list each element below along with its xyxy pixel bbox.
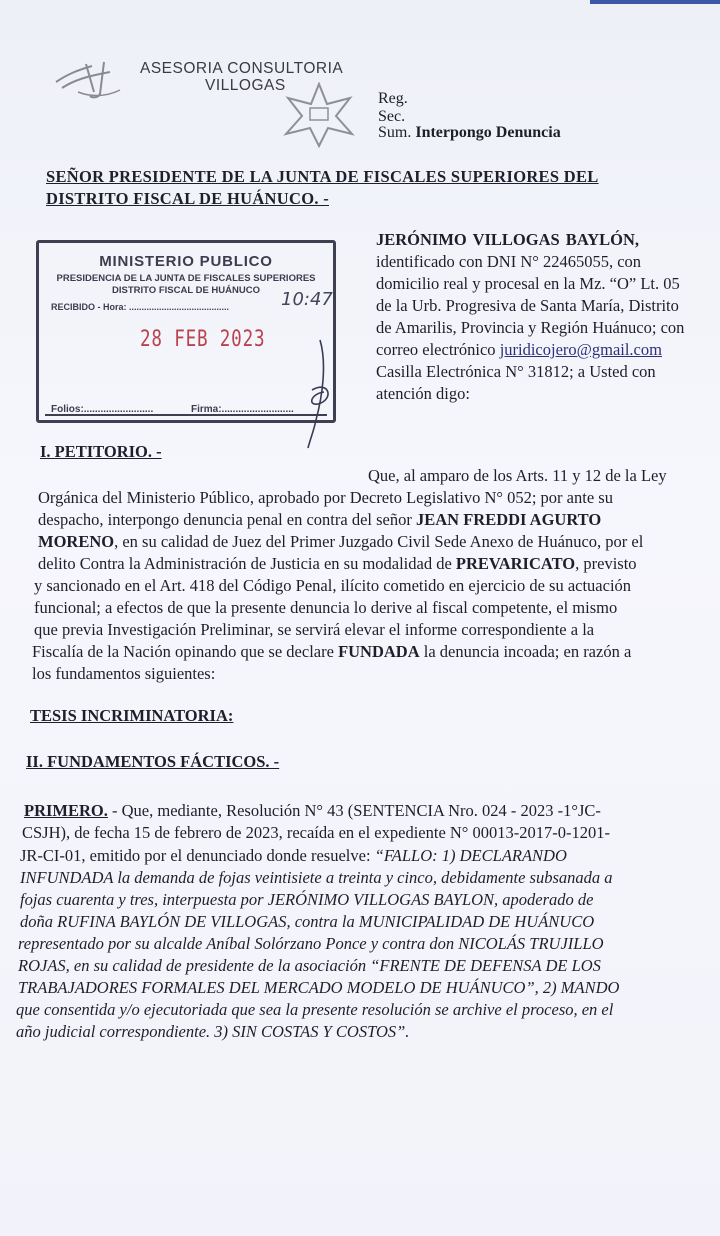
firm-name-line2: VILLOGAS [205, 77, 286, 94]
stamp-folios-label: Folios:......................... [51, 404, 154, 415]
primero-line-5: fojas cuarenta y tres, interpuesta por JERÓNIMO VILLOGAS BAYLON, apoderado de [20, 890, 594, 909]
summary-label: Sum. [378, 124, 412, 141]
email-prefix: correo electrónico [376, 340, 500, 359]
primero-line-3-text: JR-CI-01, emitido por el denunciado donde resuelve: [20, 846, 375, 865]
complainant-line-8: atención digo: [376, 384, 470, 403]
petitorio-line-9 [32, 641, 631, 663]
complainant-line-5: de Amarilis, Provincia y Región Huánuco; con [376, 318, 685, 337]
petitorio-line-5-text: delito Contra la Administración de Justicia en su modalidad de [38, 554, 456, 573]
petitorio-line-9-text: Fiscalía de la Nación opinando que se declare [32, 642, 339, 661]
petitorio-line-4 [38, 531, 643, 553]
petitorio-line-7: funcional; a efectos de que la presente denuncia lo derive al fiscal competente, el mismo [34, 598, 618, 617]
primero-line-2: CSJH), de fecha 15 de febrero de 2023, recaída en el expediente N° 00013-2017-0-1201- [22, 823, 611, 842]
addressee-line2: DISTRITO FISCAL DE HUÁNUCO. - [46, 189, 329, 208]
petitorio-line-5-end: , previsto [575, 554, 637, 573]
petitorio-line-9-end: la denuncia incoada; en razón a [419, 642, 632, 661]
firm-logo-icon [48, 52, 128, 102]
primero-line-9: TRABAJADORES FORMALES DEL MERCADO MODELO DE HUÁNUCO”, 2) MANDO [18, 978, 620, 997]
primero-label: PRIMERO. [24, 801, 108, 820]
primero-line-1 [24, 800, 601, 822]
stamp-inner-frame [45, 247, 333, 416]
petitorio-line-1: Que, al amparo de los Arts. 11 y 12 de la Ley [368, 466, 667, 485]
stamp-subtitle-2: DISTRITO FISCAL DE HUÁNUCO [112, 285, 260, 296]
stamp-handwritten-time: 10:47 [281, 289, 333, 310]
primero-line-7: representado por su alcalde Aníbal Solórzano Ponce y contra don NICOLÁS TRUJILLO [18, 934, 604, 953]
reg-label: Reg. [378, 90, 408, 107]
stamp-received-label: RECIBIDO - Hora: ........................................ [51, 302, 230, 312]
petitorio-heading: I. PETITORIO. - [40, 442, 162, 461]
petitorio-line-5 [38, 553, 637, 575]
petitorio-line-3 [38, 509, 601, 531]
primero-line-3 [20, 845, 567, 867]
complainant-line-4: de la Urb. Progresiva de Santa María, Distrito [376, 296, 679, 315]
accused-name: JEAN FREDDI AGURTO [416, 510, 602, 529]
requested-ruling: FUNDADA [338, 642, 420, 661]
addressee-line1: SEÑOR PRESIDENTE DE LA JUNTA DE FISCALES SUPERIORES DEL [46, 167, 599, 186]
petitorio-line-10: los fundamentos siguientes: [32, 664, 216, 683]
stamp-subtitle-1: PRESIDENCIA DE LA JUNTA DE FISCALES SUPERIORES [56, 273, 316, 284]
primero-line-4: INFUNDADA la demanda de fojas veintisiete a treinta y cinco, debidamente subsanada a [20, 868, 613, 887]
petitorio-line-4-text: , en su calidad de Juez del Primer Juzgado Civil Sede Anexo de Huánuco, por el [114, 532, 644, 551]
tesis-heading: TESIS INCRIMINATORIA: [30, 706, 234, 725]
primero-line-11: año judicial correspondiente. 3) SIN COSTAS Y COSTOS”. [16, 1022, 410, 1041]
accused-surname: MORENO [38, 532, 115, 551]
petitorio-line-2: Orgánica del Ministerio Público, aprobado por Decreto Legislativo N° 052; por ante su [38, 488, 613, 507]
petitorio-line-8: que previa Investigación Preliminar, se servirá elevar el informe correspondiente a la [34, 620, 595, 639]
complainant-line-3: domicilio real y procesal en la Mz. “O” Lt. 05 [376, 274, 680, 293]
primero-line-8: ROJAS, en su calidad de presidente de la asociación “FRENTE DE DEFENSA DE LOS [18, 956, 601, 975]
petitorio-line-3-text: despacho, interpongo denuncia penal en contra del señor [38, 510, 416, 529]
primero-line-10: que consentida y/o ejecutoriada que sea la presente resolución se archive el proceso, en el [16, 1000, 614, 1019]
sec-label: Sec. [378, 108, 406, 125]
star-seal-icon [280, 82, 358, 148]
petitorio-line-6: y sancionado en el Art. 418 del Código Penal, ilícito cometido en ejercicio de su actuación [34, 576, 632, 595]
complainant-name: JERÓNIMO VILLOGAS BAYLÓN, [376, 230, 640, 249]
crime-name: PREVARICATO [455, 554, 576, 573]
complainant-line-6 [376, 340, 662, 360]
stamp-date: 28 FEB 2023 [140, 327, 266, 352]
stamp-title: MINISTERIO PUBLICO [99, 253, 273, 270]
complainant-line-7: Casilla Electrónica N° 31812; a Usted con [376, 362, 656, 381]
summary-value: Interpongo Denuncia [415, 124, 561, 141]
firm-name-line1: ASESORIA CONSULTORIA [140, 60, 344, 77]
email-address: juridicojero@gmail.com [499, 340, 662, 359]
primero-line-1-text: - Que, mediante, Resolución N° 43 (SENTENCIA Nro. 024 - 2023 -1°JC- [107, 801, 601, 820]
primero-line-6: doña RUFINA BAYLÓN DE VILLOGAS, contra la MUNICIPALIDAD DE HUÁNUCO [20, 912, 595, 931]
fallo-start: “FALLO: 1) DECLARANDO [374, 846, 567, 865]
handwritten-signature [290, 330, 350, 450]
summary-line [378, 124, 561, 142]
top-edge-strip [590, 0, 720, 4]
complainant-line-2: identificado con DNI N° 22465055, con [376, 252, 642, 271]
stamp-firma-label: Firma:.......................... [191, 404, 294, 415]
fundamentos-heading: II. FUNDAMENTOS FÁCTICOS. - [26, 752, 280, 771]
